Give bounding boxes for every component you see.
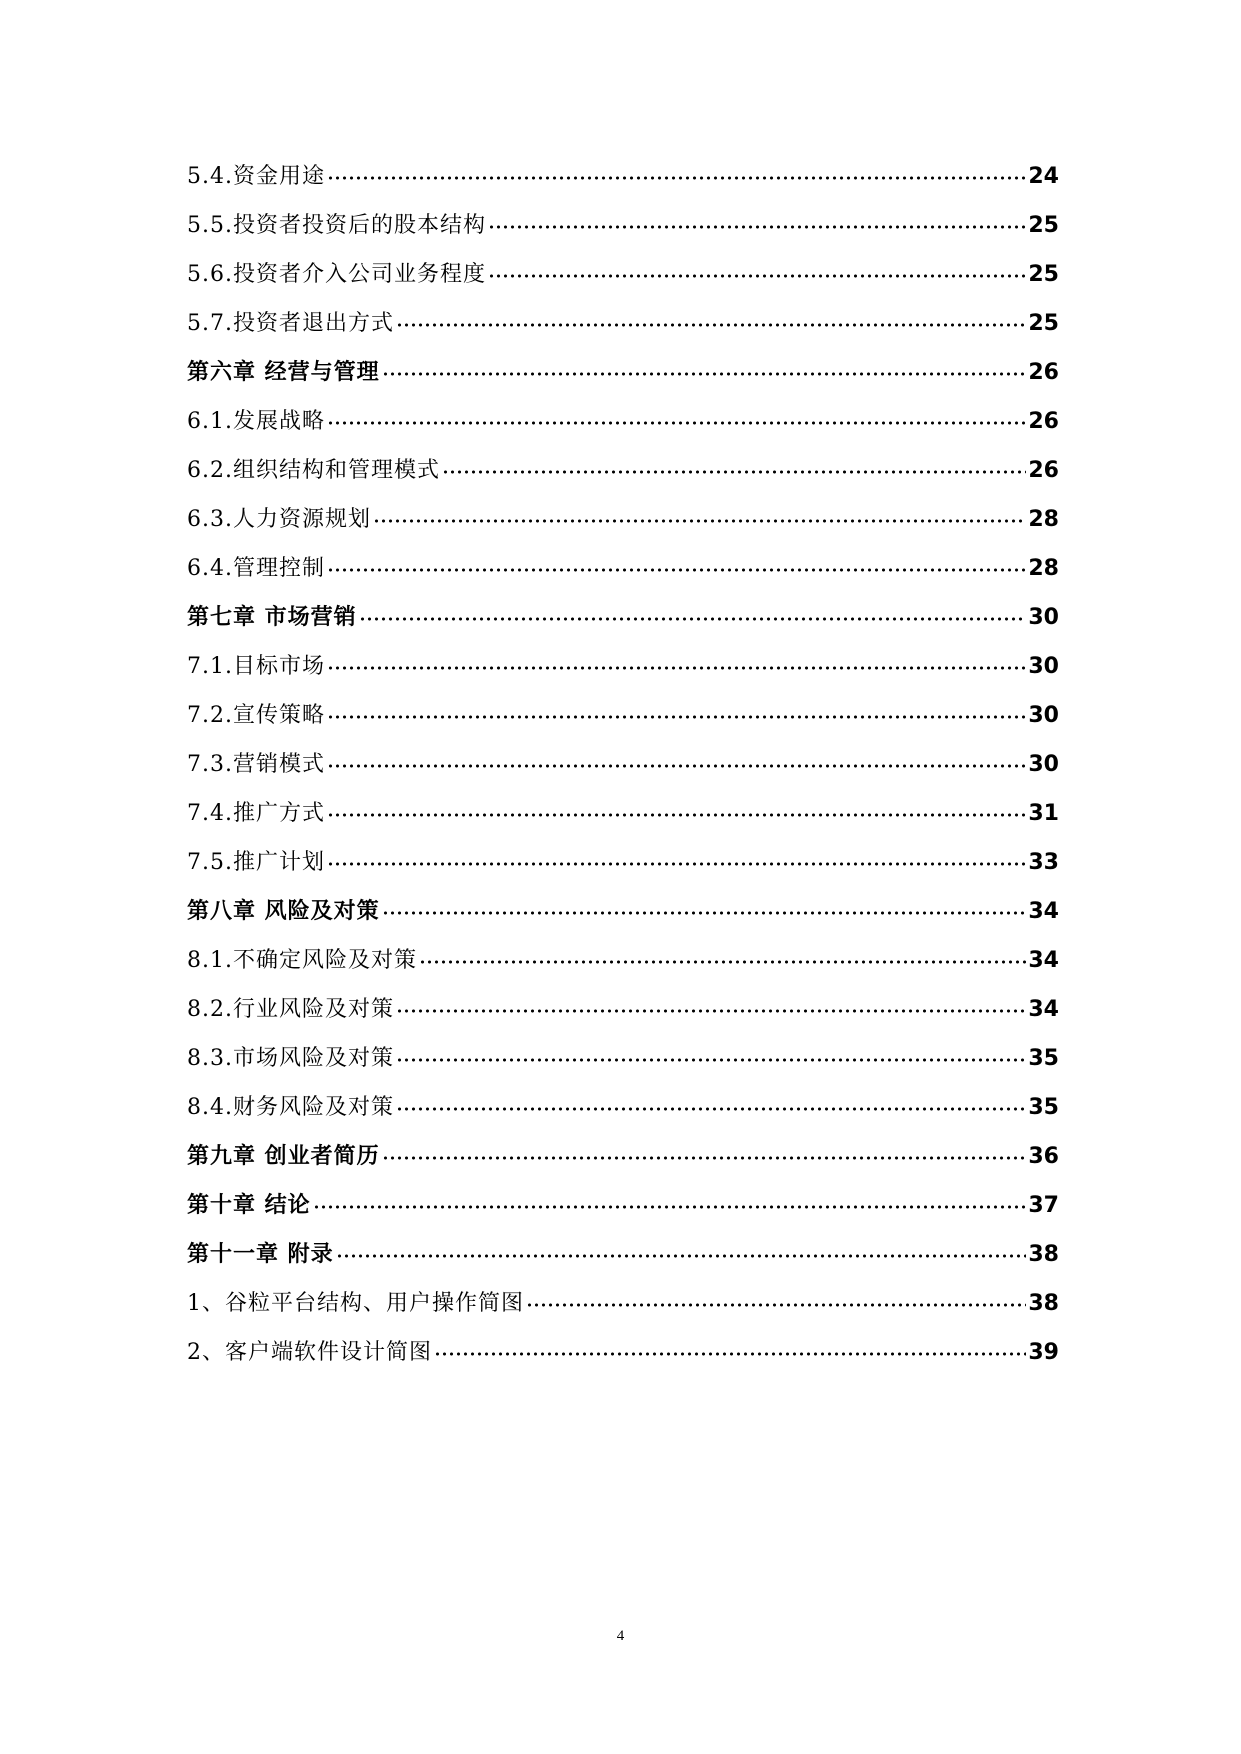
toc-entry-page: 38 [1028, 1242, 1059, 1267]
toc-entry-page: 34 [1028, 997, 1059, 1022]
toc-entry[interactable] [187, 299, 1059, 348]
leader-dots [327, 176, 1026, 180]
toc-entry-label: 6.1.发展战略 [187, 409, 325, 434]
toc-entry-page: 26 [1028, 409, 1059, 434]
toc-entry-page: 35 [1028, 1095, 1059, 1120]
leader-dots [396, 1107, 1026, 1111]
toc-entry-label: 7.4.推广方式 [187, 801, 325, 826]
toc-entry[interactable] [187, 1034, 1059, 1083]
leader-dots [488, 225, 1026, 229]
toc-entry[interactable] [187, 838, 1059, 887]
toc-entry-page: 25 [1028, 311, 1059, 336]
toc-entry[interactable] [187, 691, 1059, 740]
toc-entry-page: 34 [1028, 899, 1059, 924]
toc-entry-page: 30 [1028, 605, 1059, 630]
toc-entry-page: 30 [1028, 752, 1059, 777]
toc-entry-label: 6.2.组织结构和管理模式 [187, 458, 440, 483]
toc-chapter-entry[interactable] [187, 887, 1059, 936]
leader-dots [327, 715, 1026, 719]
leader-dots [359, 617, 1027, 621]
toc-entry-page: 26 [1028, 360, 1059, 385]
toc-entry[interactable] [187, 1279, 1059, 1328]
toc-entry-page: 36 [1028, 1144, 1059, 1169]
toc-entry-label: 8.2.行业风险及对策 [187, 997, 394, 1022]
leader-dots [327, 764, 1026, 768]
toc-entry-page: 25 [1028, 262, 1059, 287]
leader-dots [327, 666, 1026, 670]
toc-entry-page: 28 [1028, 507, 1059, 532]
toc-entry-page: 31 [1028, 801, 1059, 826]
toc-entry-label: 6.3.人力资源规划 [187, 507, 371, 532]
page-number: 4 [616, 1628, 625, 1644]
toc-entry-label: 第八章 风险及对策 [187, 899, 380, 924]
toc-entry[interactable] [187, 642, 1059, 691]
toc-entry-label: 2、客户端软件设计简图 [187, 1340, 432, 1365]
toc-chapter-entry[interactable] [187, 593, 1059, 642]
leader-dots [396, 1009, 1026, 1013]
leader-dots [382, 911, 1027, 915]
toc-chapter-entry[interactable] [187, 348, 1059, 397]
leader-dots [396, 1058, 1026, 1062]
toc-entry-label: 第七章 市场营销 [187, 605, 357, 630]
toc-chapter-entry[interactable] [187, 1230, 1059, 1279]
leader-dots [327, 862, 1026, 866]
toc-entry-page: 25 [1028, 213, 1059, 238]
toc-entry[interactable] [187, 1328, 1059, 1377]
toc-entry-label: 7.3.营销模式 [187, 752, 325, 777]
toc-entry-label: 第六章 经营与管理 [187, 360, 380, 385]
toc-entry-page: 34 [1028, 948, 1059, 973]
toc-entry-page: 38 [1028, 1291, 1059, 1316]
toc-entry[interactable] [187, 152, 1059, 201]
leader-dots [442, 470, 1026, 474]
leader-dots [434, 1352, 1026, 1356]
toc-entry[interactable] [187, 397, 1059, 446]
toc-entry[interactable] [187, 250, 1059, 299]
toc-entry-page: 35 [1028, 1046, 1059, 1071]
toc-entry-label: 1、谷粒平台结构、用户操作简图 [187, 1291, 524, 1316]
toc-entry-label: 5.6.投资者介入公司业务程度 [187, 262, 486, 287]
toc-entry[interactable] [187, 1083, 1059, 1132]
toc-entry[interactable] [187, 495, 1059, 544]
toc-entry[interactable] [187, 740, 1059, 789]
toc-entry-label: 5.5.投资者投资后的股本结构 [187, 213, 486, 238]
toc-entry[interactable] [187, 201, 1059, 250]
toc-entry-label: 8.1.不确定风险及对策 [187, 948, 417, 973]
toc-entry-label: 7.1.目标市场 [187, 654, 325, 679]
toc-entry-label: 第十一章 附录 [187, 1242, 334, 1267]
leader-dots [382, 1156, 1027, 1160]
toc-entry-page: 26 [1028, 458, 1059, 483]
leader-dots [526, 1303, 1026, 1307]
leader-dots [373, 519, 1026, 523]
toc-entry-label: 7.2.宣传策略 [187, 703, 325, 728]
toc-entry-label: 第十章 结论 [187, 1193, 311, 1218]
leader-dots [313, 1205, 1027, 1209]
toc-entry-label: 5.4.资金用途 [187, 164, 325, 189]
toc-entry-page: 30 [1028, 703, 1059, 728]
toc-entry[interactable] [187, 985, 1059, 1034]
table-of-contents [187, 152, 1059, 1377]
toc-entry-label: 5.7.投资者退出方式 [187, 311, 394, 336]
toc-entry[interactable] [187, 789, 1059, 838]
leader-dots [488, 274, 1026, 278]
toc-entry-label: 8.3.市场风险及对策 [187, 1046, 394, 1071]
leader-dots [419, 960, 1026, 964]
toc-entry-label: 8.4.财务风险及对策 [187, 1095, 394, 1120]
toc-entry[interactable] [187, 544, 1059, 593]
toc-entry-label: 7.5.推广计划 [187, 850, 325, 875]
leader-dots [396, 323, 1026, 327]
leader-dots [336, 1254, 1027, 1258]
toc-chapter-entry[interactable] [187, 1132, 1059, 1181]
toc-entry-label: 第九章 创业者简历 [187, 1144, 380, 1169]
leader-dots [327, 568, 1026, 572]
toc-entry-page: 39 [1028, 1340, 1059, 1365]
toc-entry-page: 24 [1028, 164, 1059, 189]
toc-entry-page: 28 [1028, 556, 1059, 581]
toc-entry-label: 6.4.管理控制 [187, 556, 325, 581]
toc-chapter-entry[interactable] [187, 1181, 1059, 1230]
toc-entry-page: 33 [1028, 850, 1059, 875]
toc-entry[interactable] [187, 936, 1059, 985]
leader-dots [382, 372, 1027, 376]
leader-dots [327, 813, 1026, 817]
leader-dots [327, 421, 1026, 425]
toc-entry[interactable] [187, 446, 1059, 495]
toc-entry-page: 37 [1028, 1193, 1059, 1218]
toc-entry-page: 30 [1028, 654, 1059, 679]
